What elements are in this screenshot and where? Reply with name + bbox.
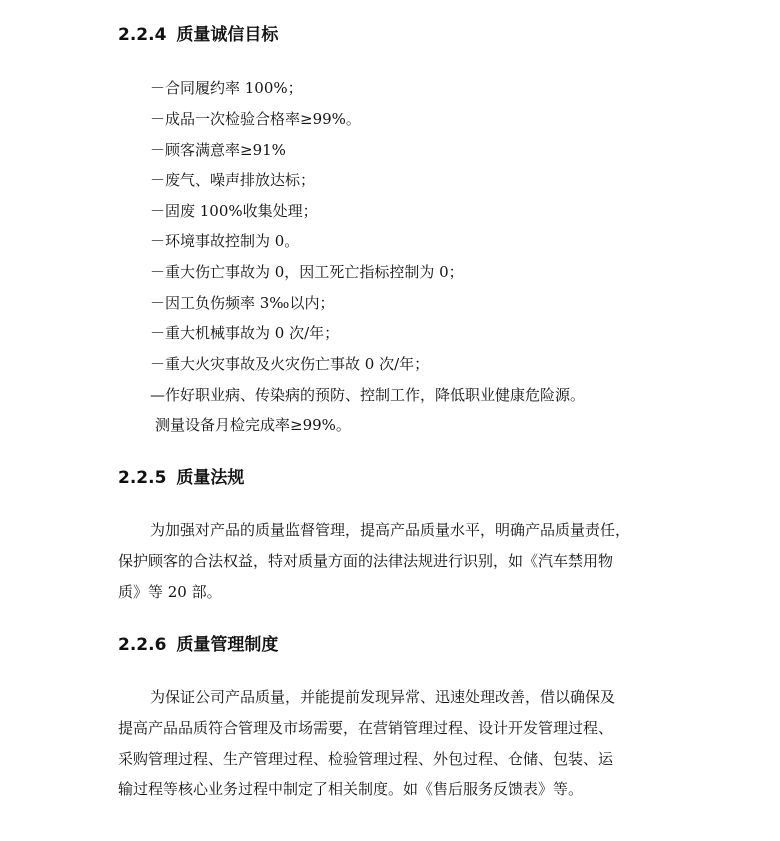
section-heading-2-2-4 [118,24,278,46]
target-item: —作好职业病、传染病的预防、控制工作，降低职业健康危险源。 [150,386,586,404]
target-item: －重大火灾事故及火灾伤亡事故 0 次/年； [150,355,430,373]
section-title: 质量诚信目标 [176,25,279,45]
section-heading-2-2-6 [118,634,278,656]
paragraph-line: 提高产品品质符合管理及市场需要，在营销管理过程、设计开发管理过程、 [118,719,614,737]
section-heading-2-2-5 [118,467,244,489]
paragraph-line: 输过程等核心业务过程中制定了相关制度。如《售后服务反馈表》等。 [118,780,584,798]
paragraph-line: 为加强对产品的质量监督管理，提高产品质量水平，明确产品质量责任， [150,521,631,539]
section-title: 质量法规 [176,468,245,488]
target-item: －废气、噪声排放达标； [150,171,316,189]
target-item: －固废 100%收集处理； [150,202,318,220]
target-item: －重大伤亡事故为 0，因工死亡指标控制为 0； [150,263,464,281]
section-number: 2.2.4 [118,25,167,45]
paragraph-line: 质》等 20 部。 [118,583,222,601]
paragraph-line: 采购管理过程、生产管理过程、检验管理过程、外包过程、仓储、包装、运 [118,750,614,768]
target-item: －顾客满意率≥91% [150,141,286,159]
target-item: －环境事故控制为 0。 [150,232,300,250]
paragraph-line: 保护顾客的合法权益，特对质量方面的法律法规进行识别，如《汽车禁用物 [118,552,614,570]
target-item: －合同履约率 100%； [150,79,303,97]
target-item: 测量设备月检完成率≥99%。 [155,416,351,434]
section-title: 质量管理制度 [176,635,279,655]
target-item: －重大机械事故为 0 次/年； [150,324,340,342]
paragraph-line: 为保证公司产品质量，并能提前发现异常、迅速处理改善，借以确保及 [150,688,616,706]
target-item: －因工负伤频率 3‰以内； [150,294,335,312]
section-number: 2.2.5 [118,468,167,488]
target-item: －成品一次检验合格率≥99%。 [150,110,361,128]
section-number: 2.2.6 [118,635,167,655]
